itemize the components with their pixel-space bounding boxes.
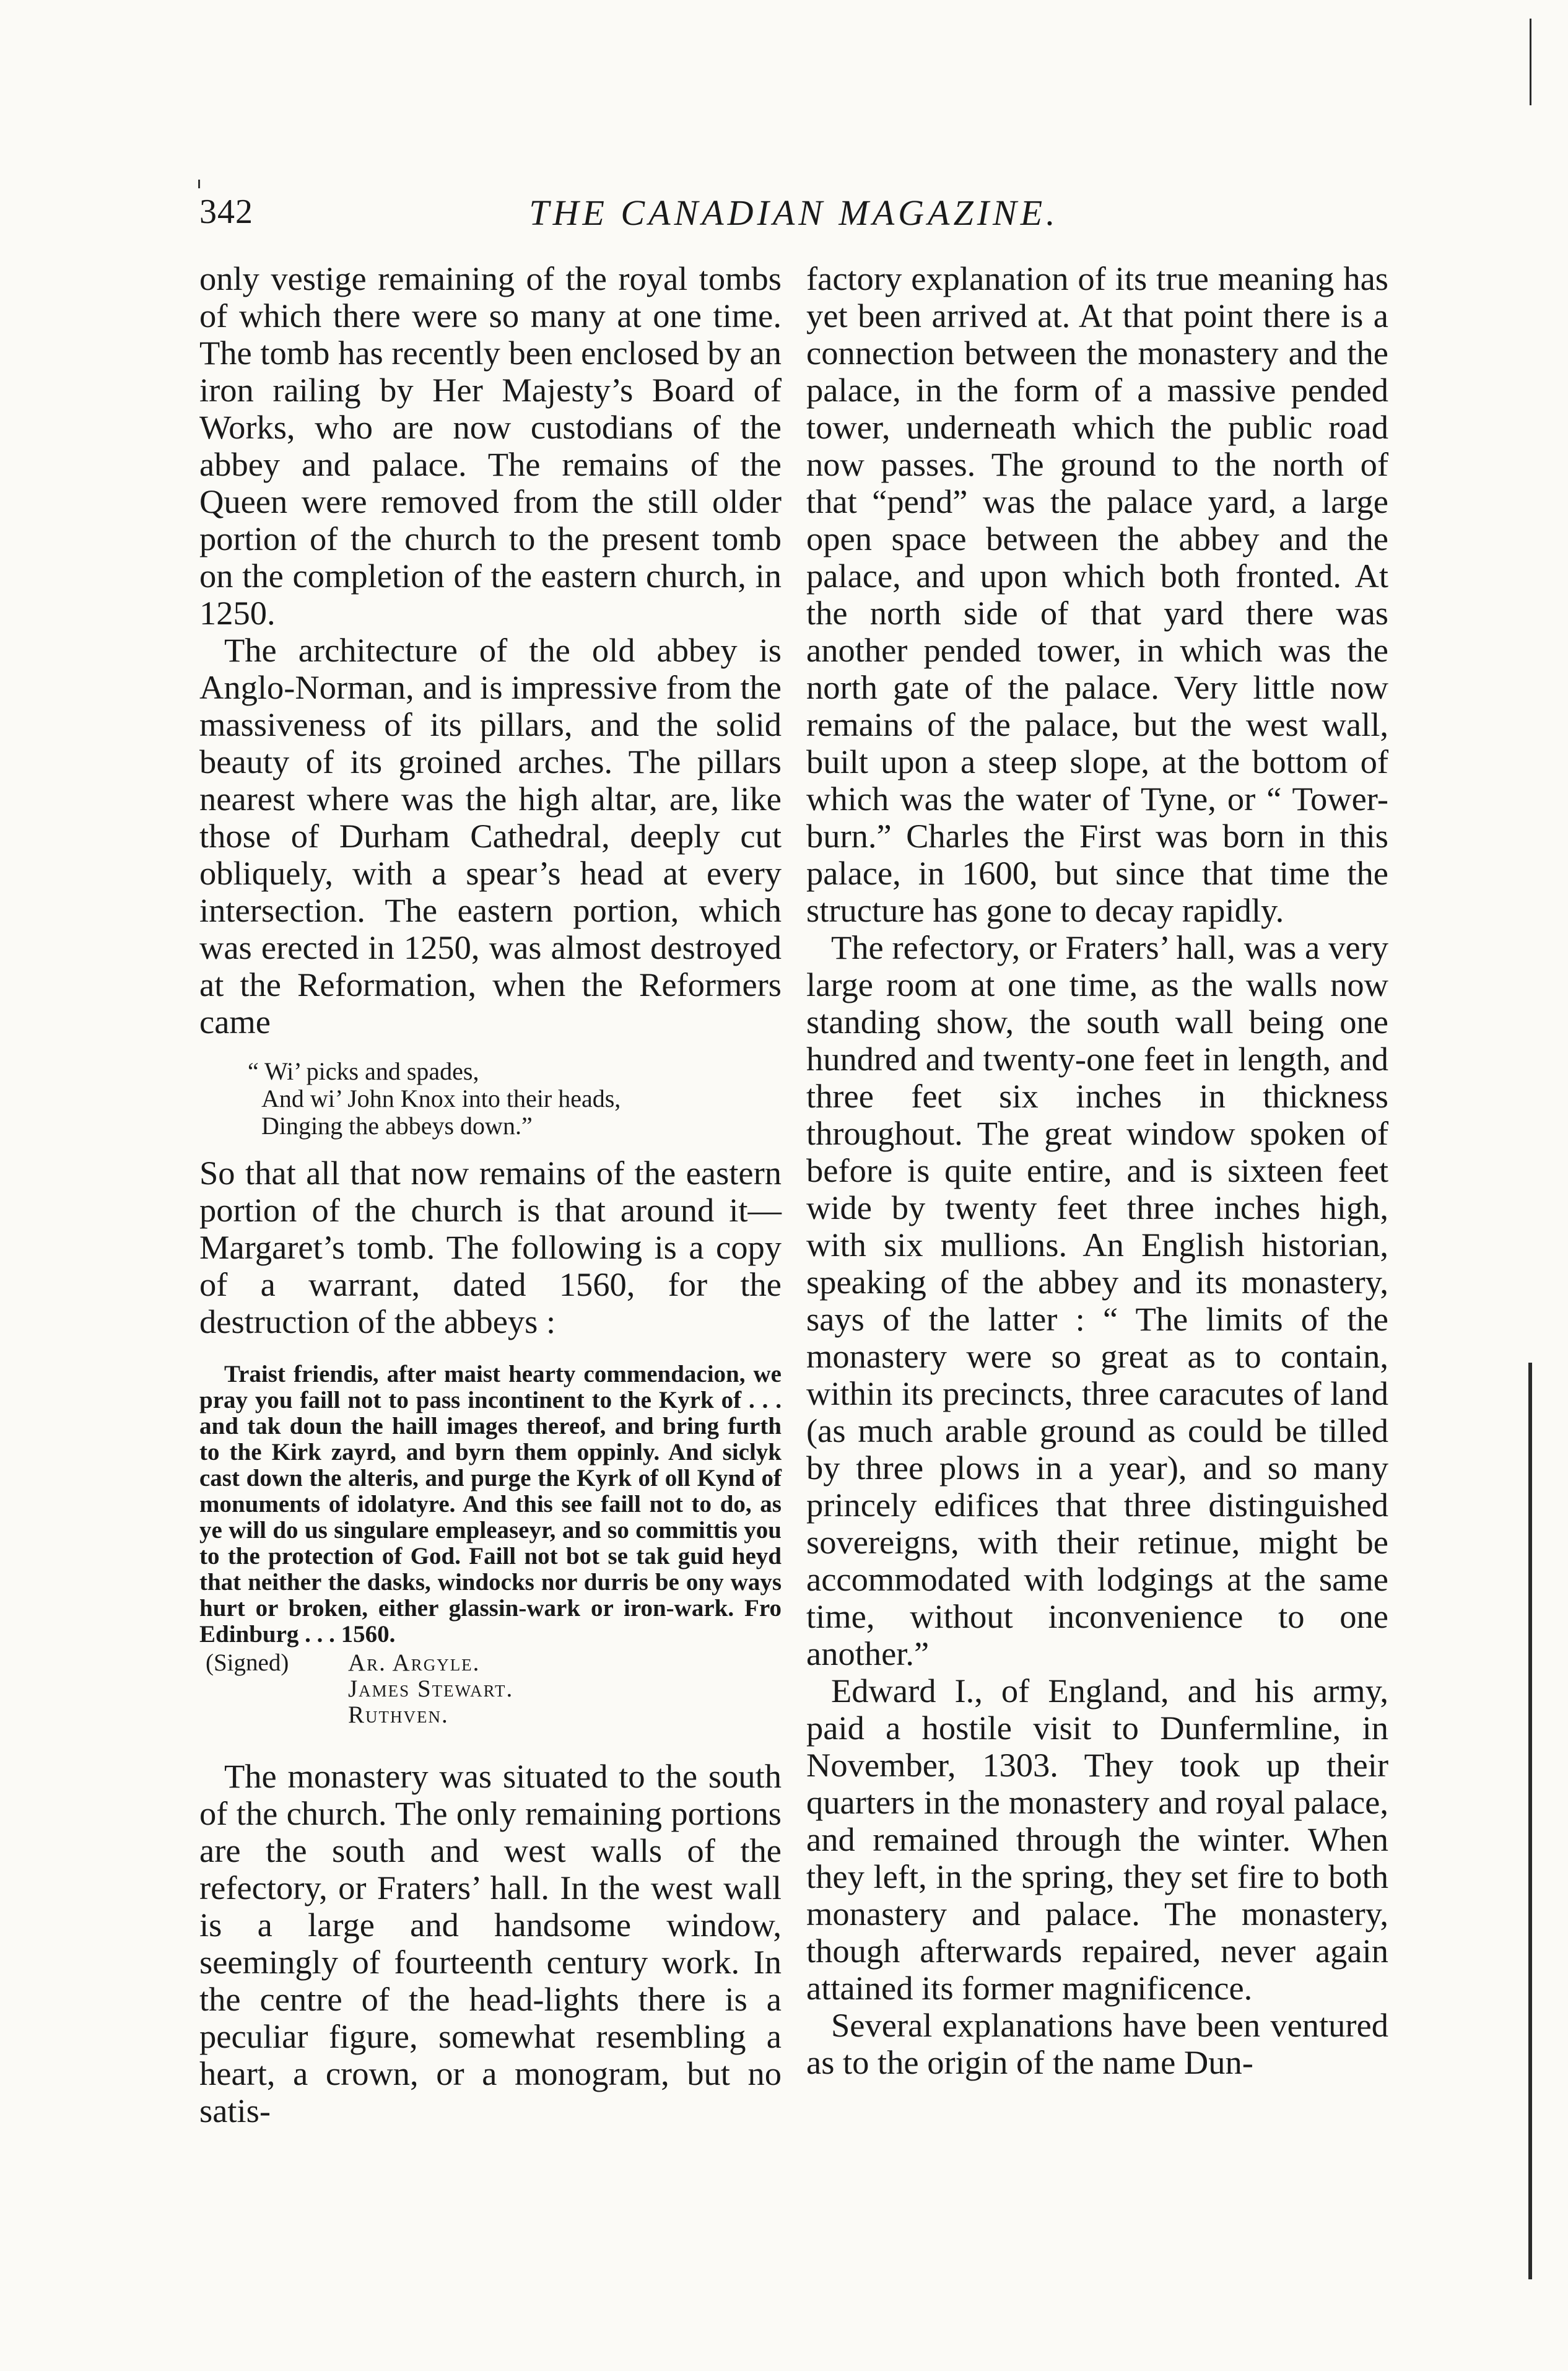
paragraph: Several explanations have been ventured as to the origin of the name Dun- <box>806 2006 1388 2081</box>
paragraph: The monastery was situated to the south of the church. The only remaining portions are the south and west walls of the refectory, or Fraters’ hall. In the west wall is a large and handsome window, seemingly of fourteenth century work. In the centre of the head-lights there is a peculiar figure, somewhat resembling a heart, a crown, or a monogram, but no satis- <box>199 1757 782 2129</box>
page-number: 342 <box>199 193 253 231</box>
paragraph: The architecture of the old abbey is Anglo-Norman, and is impressive from the massiveness of its pillars, and the solid beauty of its groined arches. The pillars nearest where was the high altar, are, like those of Durham Cathedral, deeply cut obliquely, with a spear’s head at every intersection. The eastern portion, which was erected in 1250, was almost destroyed at the Reformation, when the Reformers came <box>199 631 782 1041</box>
signatory-name: James Stewart. <box>348 1675 514 1702</box>
margin-rule-top <box>1530 19 1531 105</box>
paragraph: So that all that now remains of the eastern portion of the church is that around it—Margaret’s tomb. The following is a copy of a warrant, dated 1560, for the destruction of the abbeys : <box>199 1154 782 1340</box>
signed-label: (Signed) <box>206 1649 289 1676</box>
signatory-name: Ar. Argyle. <box>348 1649 481 1676</box>
stray-mark <box>198 180 200 188</box>
warrant-letter: Traist friendis, after maist hearty commendacion, we pray you faill not to pass incontinent to the Kyrk of . . . and tak doun the haill images thereof, and bring furth to the Kirk zayrd, and byrn them oppinly. And siclyk cast down the alteris, and purge the Kyrk of oll Kynd of monuments of idolatyre. And this see faill not to do, as ye will do us singulare empleaseyr, and so committis you to the protection of God. Faill not bot se tak guid heyd that neither the dasks, windocks nor durris be ony ways hurt or broken, either glassin-wark or iron-wark. Fro Edinburg . . . 1560. <box>199 1361 782 1648</box>
paragraph: factory explanation of its true meaning has yet been arrived at. At that point there is a connection between the monastery and the palace, in the form of a massive pended tower, underneath which the public road now passes. The ground to the north of that “pend” was the palace yard, a large open space between the abbey and the palace, and upon which both fronted. At the north side of that yard there was another pended tower, in which was the north gate of the palace. Very little now remains of the palace, but the west wall, built upon a steep slope, at the bottom of which was the water of Tyne, or “ Tower-burn.” Charles the First was born in this palace, in 1600, but since that time the structure has gone to decay rapidly. <box>806 260 1388 929</box>
page-header <box>199 192 1388 242</box>
verse-line: And wi’ John Knox into their heads, <box>261 1085 621 1112</box>
margin-rule-bottom <box>1528 1363 1532 2279</box>
verse-line: “ Wi’ picks and spades, <box>248 1057 479 1085</box>
warrant-signatures <box>199 1650 782 1728</box>
right-column <box>806 260 1388 2081</box>
verse-quote <box>248 1058 782 1140</box>
paragraph: Edward I., of England, and his army, paid a hostile visit to Dunfermline, in November, 1303. They took up their quarters in the monastery and royal palace, and remained through the winter. When they left, in the spring, they set fire to both monastery and palace. The monastery, though afterwards repaired, never again attained its former magnificence. <box>806 1672 1388 2007</box>
left-column <box>199 260 782 2129</box>
verse-line: Dinging the abbeys down.” <box>261 1112 533 1140</box>
paragraph: only vestige remaining of the royal tombs of which there were so many at one time. The tomb has recently been enclosed by an iron railing by Her Majesty’s Board of Works, who are now custodians of the abbey and palace. The remains of the Queen were removed from the still older portion of the church to the present tomb on the completion of the eastern church, in 1250. <box>199 260 782 632</box>
paragraph: The refectory, or Fraters’ hall, was a very large room at one time, as the walls now standing show, the south wall being one hundred and twenty-one feet in length, and three feet six inches in thickness throughout. The great window spoken of before is quite entire, and is sixteen feet wide by twenty feet three inches high, with six mullions. An English historian, speaking of the abbey and its monastery, says of the latter : “ The limits of the monastery were so great as to contain, within its precincts, three caracutes of land (as much arable ground as could be tilled by three plows in a year), and so many princely edifices that three distinguished sovereigns, with their retinue, might be accommodated with lodgings at the same time, without inconvenience to one another.” <box>806 928 1388 1672</box>
signatory-name: Ruthven. <box>348 1701 449 1728</box>
running-head: THE CANADIAN MAGAZINE. <box>529 193 1059 233</box>
